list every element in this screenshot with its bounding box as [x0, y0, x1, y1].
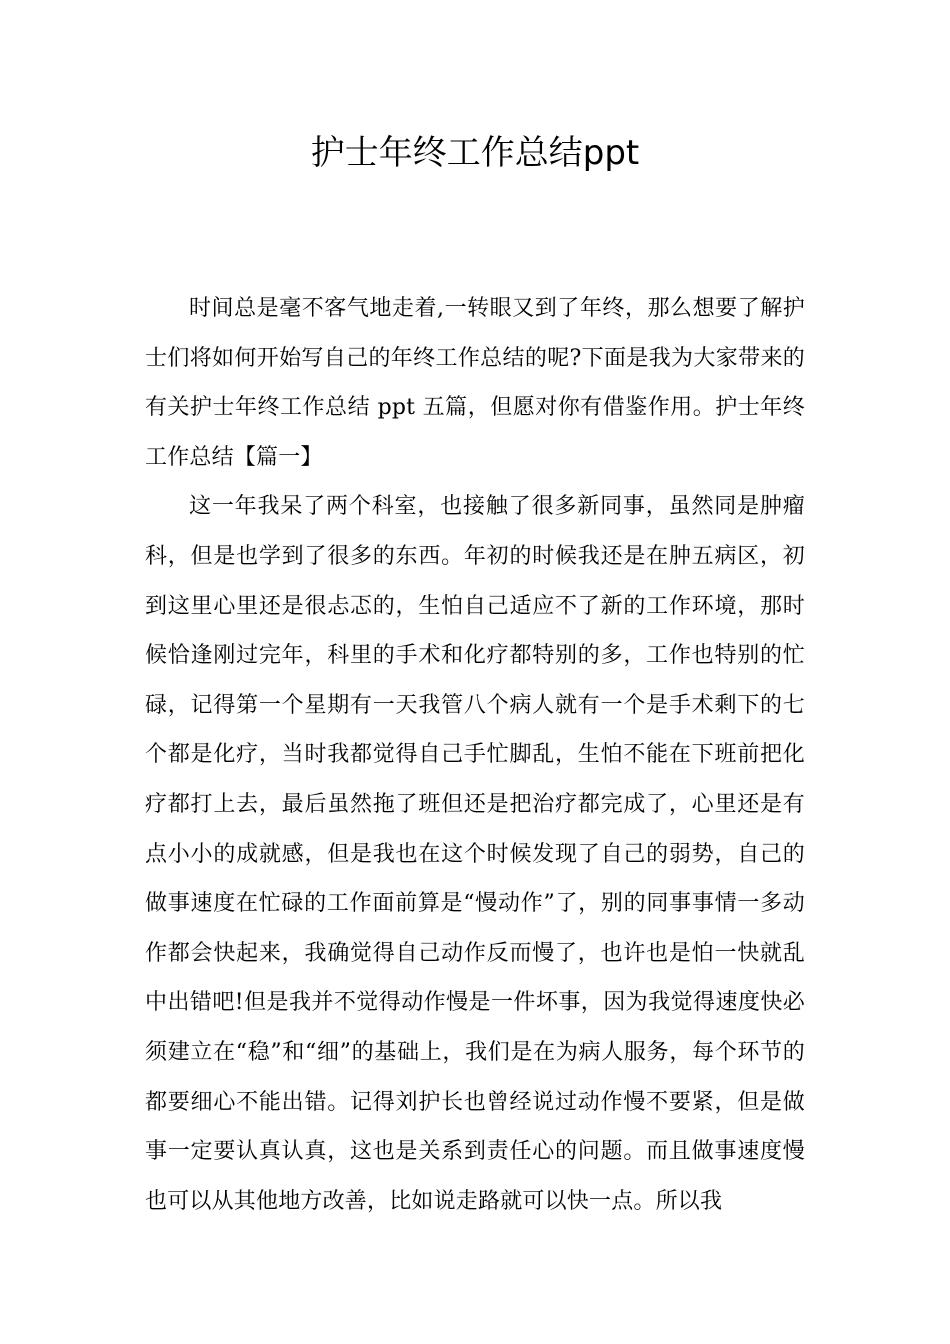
paragraph-intro: 时间总是毫不客气地走着,一转眼又到了年终，那么想要了解护士们将如何开始写自己的年终工作总结的呢?下面是我为大家带来的有关护士年终工作总结 ppt 五篇，但愿对你有借鉴作用。护士年终工作总结【篇一】 — [145, 296, 805, 470]
paragraph-part-one: 这一年我呆了两个科室，也接触了很多新同事，虽然同是肿瘤科，但是也学到了很多的东西。年初的时候我还是在肿五病区，初到这里心里还是很忐忑的，生怕自己适应不了新的工作环境，那时候恰逢刚过完年，科里的手术和化疗都特别的多，工作也特别的忙碌，记得第一个星期有一天我管八个病人就有一个是手术剩下的七个都是化疗，当时我都觉得自己手忙脚乱，生怕不能在下班前把化疗都打上去，最后虽然拖了班但还是把治疗都完成了，心里还是有点小小的成就感，但是我也在这个时候发现了自己的弱势，自己的做事速度在忙碌的工作面前算是“慢动作”了，别的同事事情一多动作都会快起来，我确觉得自己动作反而慢了，也许也是怕一快就乱中出错吧!但是我并不觉得动作慢是一件坏事，因为我觉得速度快必须建立在“稳”和“细”的基础上，我们是在为病人服务，每个环节的都要细心不能出错。记得刘护长也曾经说过动作慢不要紧，但是做事一定要认真认真，这也是关系到责任心的问题。而且做事速度慢也可以从其他地方改善，比如说走路就可以快一点。所以我 — [145, 494, 805, 1214]
document-body — [145, 284, 805, 1226]
document-title: 护士年终工作总结ppt — [310, 133, 640, 173]
